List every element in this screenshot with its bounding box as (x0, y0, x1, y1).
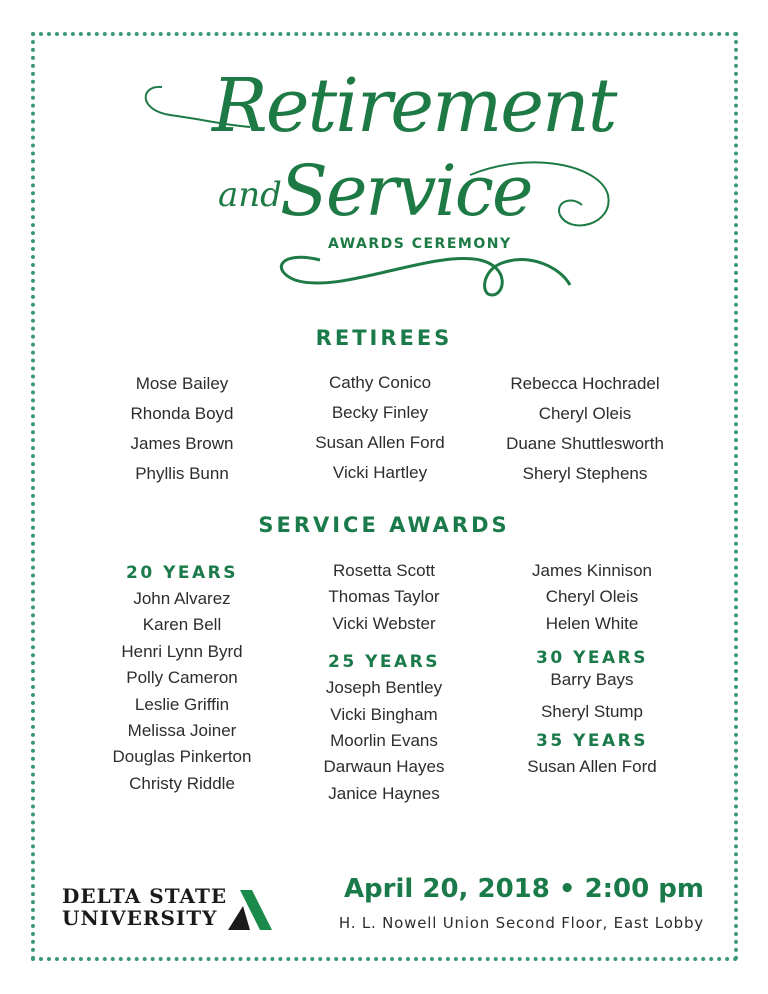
retiree-name: Vicki Hartley (332, 463, 428, 482)
retiree-name: Mose Bailey (135, 374, 229, 393)
awardee-name: John Alvarez (133, 589, 231, 608)
service-column-3 (492, 558, 692, 780)
awardee-name: Helen White (545, 613, 639, 633)
event-venue: H. L. Nowell Union Second Floor, East Lobby (338, 914, 704, 932)
retiree-name: Rebecca Hochradel (510, 374, 660, 393)
years-heading-35: 35 YEARS (536, 730, 648, 751)
retiree-name: Cathy Conico (328, 373, 432, 392)
retiree-name: Susan Allen Ford (315, 433, 445, 452)
awardee-name: Cheryl Oleis (545, 587, 639, 607)
retirees-column-3 (485, 369, 685, 489)
title-and: and (218, 175, 282, 215)
retiree-name: Cheryl Oleis (538, 404, 632, 423)
awardee-name: Thomas Taylor (328, 587, 440, 607)
awardee-name: Moorlin Evans (330, 730, 438, 750)
retiree-name: Becky Finley (331, 403, 429, 422)
delta-state-logo (62, 885, 292, 935)
title-subtitle: AWARDS CEREMONY (328, 236, 512, 252)
retiree-name: Phyllis Bunn (135, 464, 229, 483)
event-date-time: April 20, 2018 • 2:00 pm (343, 874, 704, 904)
service-awards-heading: SERVICE AWARDS (258, 513, 510, 537)
awardee-name: Vicki Webster (332, 613, 436, 633)
awardee-name: Vicki Bingham (330, 704, 438, 724)
awardee-name: Christy Riddle (129, 773, 235, 793)
awardee-name: Polly Cameron (126, 668, 238, 688)
years-heading-30: 30 YEARS (536, 648, 648, 669)
retiree-name: Duane Shuttlesworth (506, 434, 664, 453)
title-retirement: Retirement (212, 63, 616, 149)
retirees-column-2 (280, 368, 480, 488)
awardee-name: Henri Lynn Byrd (121, 641, 243, 661)
logo-wordmark (62, 885, 227, 929)
awardee-name: Janice Haynes (328, 783, 440, 803)
retirees-column-1 (82, 369, 282, 489)
retiree-name: Rhonda Boyd (130, 404, 234, 423)
title-service: Service (280, 150, 532, 232)
awardee-name: James Kinnison (531, 561, 652, 580)
delta-triangle-icon (228, 890, 278, 932)
awardee-name: Rosetta Scott (332, 561, 436, 580)
logo-line-2: UNIVERSITY (62, 906, 218, 930)
years-heading-25: 25 YEARS (328, 652, 440, 673)
service-column-2 (284, 558, 484, 807)
awardee-name: Leslie Griffin (134, 694, 230, 714)
years-heading-20: 20 YEARS (126, 563, 238, 583)
title-lockup (130, 55, 630, 315)
retiree-name: Sheryl Stephens (522, 464, 648, 483)
awardee-name: Sheryl Stump (540, 702, 644, 722)
retiree-name: James Brown (130, 434, 234, 453)
awardee-name: Barry Bays (550, 670, 634, 690)
retirees-heading: RETIREES (315, 326, 453, 350)
awardee-name: Susan Allen Ford (527, 756, 657, 776)
awardee-name: Karen Bell (142, 615, 222, 635)
awardee-name: Melissa Joiner (127, 720, 237, 740)
service-column-1 (82, 560, 282, 797)
logo-line-1: DELTA STATE (62, 884, 228, 908)
awardee-name: Darwaun Hayes (323, 757, 445, 777)
awardee-name: Douglas Pinkerton (112, 747, 252, 767)
awardee-name: Joseph Bentley (325, 678, 443, 698)
